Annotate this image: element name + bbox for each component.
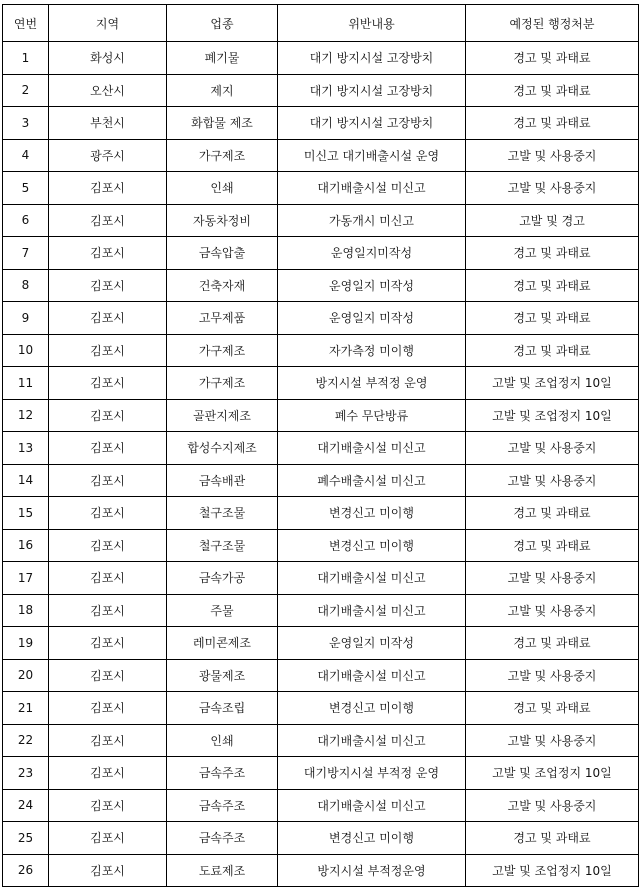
cell-region: 김포시 (49, 237, 167, 270)
cell-penalty: 고발 및 사용중지 (466, 172, 639, 205)
cell-region: 김포시 (49, 367, 167, 400)
cell-region: 오산시 (49, 74, 167, 107)
cell-region: 김포시 (49, 399, 167, 432)
violation-table (2, 4, 639, 887)
cell-region: 김포시 (49, 757, 167, 790)
cell-serial: 11 (3, 367, 49, 400)
cell-violation: 가동개시 미신고 (278, 204, 466, 237)
cell-region: 김포시 (49, 269, 167, 302)
cell-serial: 9 (3, 302, 49, 335)
cell-region: 광주시 (49, 139, 167, 172)
cell-penalty: 경고 및 과태료 (466, 692, 639, 725)
cell-region: 김포시 (49, 854, 167, 887)
cell-region: 김포시 (49, 692, 167, 725)
table-row (3, 854, 639, 887)
cell-serial: 5 (3, 172, 49, 205)
cell-violation: 운영일지 미작성 (278, 269, 466, 302)
table-row (3, 334, 639, 367)
cell-violation: 대기방지시설 부적정 운영 (278, 757, 466, 790)
cell-industry: 금속주조 (167, 757, 278, 790)
table-row (3, 399, 639, 432)
cell-serial: 7 (3, 237, 49, 270)
cell-serial: 22 (3, 724, 49, 757)
cell-violation: 운영일지미작성 (278, 237, 466, 270)
cell-serial: 1 (3, 42, 49, 75)
cell-industry: 골판지제조 (167, 399, 278, 432)
cell-penalty: 고발 및 사용중지 (466, 464, 639, 497)
cell-violation: 운영일지 미작성 (278, 302, 466, 335)
cell-penalty: 고발 및 사용중지 (466, 594, 639, 627)
cell-violation: 폐수 무단방류 (278, 399, 466, 432)
cell-penalty: 경고 및 과태료 (466, 237, 639, 270)
cell-region: 김포시 (49, 529, 167, 562)
cell-violation: 대기배출시설 미신고 (278, 172, 466, 205)
cell-penalty: 고발 및 조업정지 10일 (466, 757, 639, 790)
cell-industry: 광물제조 (167, 659, 278, 692)
table-row (3, 432, 639, 465)
table-row (3, 659, 639, 692)
table-row (3, 172, 639, 205)
cell-violation: 변경신고 미이행 (278, 529, 466, 562)
table-row (3, 692, 639, 725)
cell-violation: 대기 방지시설 고장방치 (278, 42, 466, 75)
cell-violation: 대기배출시설 미신고 (278, 562, 466, 595)
cell-region: 김포시 (49, 594, 167, 627)
cell-penalty: 경고 및 과태료 (466, 822, 639, 855)
cell-industry: 금속조립 (167, 692, 278, 725)
cell-penalty: 고발 및 사용중지 (466, 432, 639, 465)
cell-penalty: 경고 및 과태료 (466, 529, 639, 562)
table-row (3, 107, 639, 140)
cell-industry: 가구제조 (167, 367, 278, 400)
cell-region: 김포시 (49, 172, 167, 205)
cell-violation: 변경신고 미이행 (278, 692, 466, 725)
cell-penalty: 경고 및 과태료 (466, 42, 639, 75)
cell-industry: 금속압출 (167, 237, 278, 270)
table-row (3, 757, 639, 790)
table-row (3, 529, 639, 562)
cell-penalty: 고발 및 사용중지 (466, 724, 639, 757)
cell-industry: 인쇄 (167, 172, 278, 205)
cell-industry: 폐기물 (167, 42, 278, 75)
cell-penalty: 고발 및 조업정지 10일 (466, 367, 639, 400)
cell-penalty: 고발 및 조업정지 10일 (466, 854, 639, 887)
cell-region: 김포시 (49, 432, 167, 465)
table-row (3, 627, 639, 660)
cell-serial: 23 (3, 757, 49, 790)
cell-serial: 15 (3, 497, 49, 530)
table-row (3, 139, 639, 172)
table-row (3, 269, 639, 302)
cell-serial: 21 (3, 692, 49, 725)
cell-violation: 방지시설 부적정운영 (278, 854, 466, 887)
cell-penalty: 고발 및 경고 (466, 204, 639, 237)
cell-serial: 26 (3, 854, 49, 887)
cell-industry: 화합물 제조 (167, 107, 278, 140)
cell-serial: 6 (3, 204, 49, 237)
cell-penalty: 고발 및 사용중지 (466, 562, 639, 595)
cell-violation: 변경신고 미이행 (278, 497, 466, 530)
cell-industry: 합성수지제조 (167, 432, 278, 465)
cell-industry: 금속주조 (167, 789, 278, 822)
cell-violation: 미신고 대기배출시설 운영 (278, 139, 466, 172)
cell-industry: 주물 (167, 594, 278, 627)
header-cell-region: 지역 (49, 5, 167, 42)
cell-serial: 13 (3, 432, 49, 465)
cell-serial: 16 (3, 529, 49, 562)
cell-penalty: 경고 및 과태료 (466, 269, 639, 302)
header-row (3, 5, 639, 42)
table-row (3, 789, 639, 822)
table-row (3, 464, 639, 497)
cell-serial: 12 (3, 399, 49, 432)
header-cell-penalty: 예정된 행정처분 (466, 5, 639, 42)
cell-serial: 17 (3, 562, 49, 595)
cell-industry: 자동차정비 (167, 204, 278, 237)
cell-industry: 가구제조 (167, 334, 278, 367)
table-row (3, 302, 639, 335)
cell-violation: 변경신고 미이행 (278, 822, 466, 855)
cell-violation: 대기배출시설 미신고 (278, 594, 466, 627)
cell-serial: 19 (3, 627, 49, 660)
cell-penalty: 경고 및 과태료 (466, 627, 639, 660)
table-row (3, 724, 639, 757)
cell-serial: 25 (3, 822, 49, 855)
cell-penalty: 경고 및 과태료 (466, 497, 639, 530)
cell-industry: 금속배관 (167, 464, 278, 497)
table-row (3, 204, 639, 237)
cell-violation: 자가측정 미이행 (278, 334, 466, 367)
table-row (3, 562, 639, 595)
header-cell-violation: 위반내용 (278, 5, 466, 42)
cell-violation: 대기배출시설 미신고 (278, 789, 466, 822)
table-body (3, 42, 639, 887)
cell-industry: 레미콘제조 (167, 627, 278, 660)
cell-industry: 고무제품 (167, 302, 278, 335)
cell-serial: 20 (3, 659, 49, 692)
cell-violation: 대기배출시설 미신고 (278, 432, 466, 465)
table-row (3, 594, 639, 627)
cell-region: 김포시 (49, 302, 167, 335)
cell-region: 김포시 (49, 562, 167, 595)
cell-region: 김포시 (49, 822, 167, 855)
cell-region: 김포시 (49, 789, 167, 822)
table-row (3, 822, 639, 855)
header-cell-industry: 업종 (167, 5, 278, 42)
cell-violation: 대기배출시설 미신고 (278, 724, 466, 757)
cell-region: 김포시 (49, 497, 167, 530)
cell-industry: 인쇄 (167, 724, 278, 757)
cell-serial: 18 (3, 594, 49, 627)
cell-serial: 8 (3, 269, 49, 302)
cell-serial: 10 (3, 334, 49, 367)
cell-region: 김포시 (49, 724, 167, 757)
cell-penalty: 경고 및 과태료 (466, 107, 639, 140)
cell-serial: 14 (3, 464, 49, 497)
cell-industry: 도료제조 (167, 854, 278, 887)
cell-penalty: 경고 및 과태료 (466, 302, 639, 335)
cell-penalty: 고발 및 사용중지 (466, 139, 639, 172)
cell-region: 김포시 (49, 659, 167, 692)
cell-violation: 대기배출시설 미신고 (278, 659, 466, 692)
cell-industry: 가구제조 (167, 139, 278, 172)
cell-violation: 방지시설 부적정 운영 (278, 367, 466, 400)
cell-region: 김포시 (49, 464, 167, 497)
cell-industry: 철구조물 (167, 497, 278, 530)
cell-penalty: 경고 및 과태료 (466, 334, 639, 367)
cell-violation: 대기 방지시설 고장방치 (278, 74, 466, 107)
cell-violation: 폐수배출시설 미신고 (278, 464, 466, 497)
cell-serial: 4 (3, 139, 49, 172)
cell-penalty: 고발 및 사용중지 (466, 789, 639, 822)
cell-penalty: 경고 및 과태료 (466, 74, 639, 107)
cell-penalty: 고발 및 조업정지 10일 (466, 399, 639, 432)
cell-serial: 24 (3, 789, 49, 822)
cell-region: 김포시 (49, 627, 167, 660)
cell-region: 화성시 (49, 42, 167, 75)
header-cell-serial: 연번 (3, 5, 49, 42)
cell-violation: 대기 방지시설 고장방치 (278, 107, 466, 140)
table-row (3, 237, 639, 270)
cell-region: 부천시 (49, 107, 167, 140)
cell-region: 김포시 (49, 334, 167, 367)
cell-industry: 금속가공 (167, 562, 278, 595)
cell-industry: 철구조물 (167, 529, 278, 562)
cell-penalty: 고발 및 사용중지 (466, 659, 639, 692)
table-row (3, 367, 639, 400)
cell-industry: 제지 (167, 74, 278, 107)
cell-industry: 금속주조 (167, 822, 278, 855)
table-row (3, 74, 639, 107)
table-row (3, 42, 639, 75)
cell-serial: 3 (3, 107, 49, 140)
cell-region: 김포시 (49, 204, 167, 237)
cell-serial: 2 (3, 74, 49, 107)
table-row (3, 497, 639, 530)
cell-industry: 건축자재 (167, 269, 278, 302)
cell-violation: 운영일지 미작성 (278, 627, 466, 660)
